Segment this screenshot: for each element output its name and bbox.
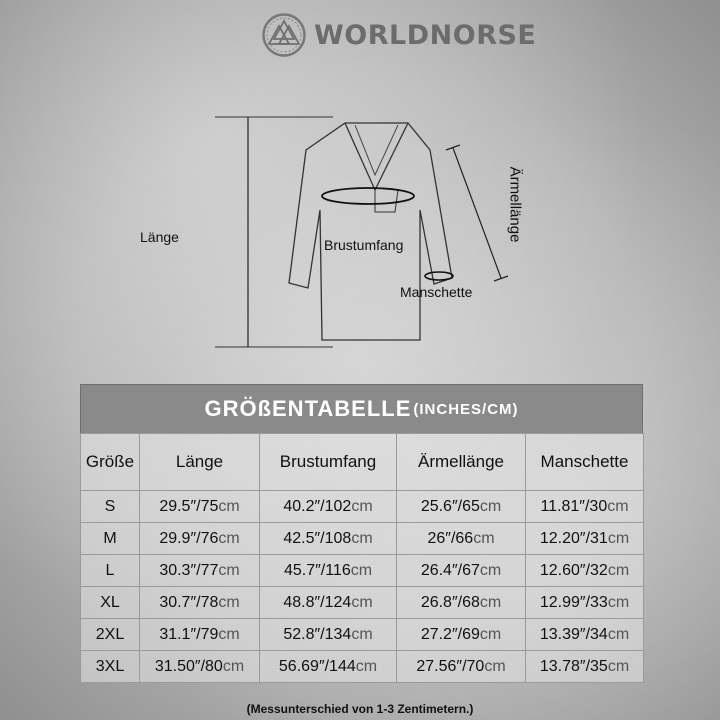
- cell-unit: cm: [607, 625, 630, 643]
- cell-unit: cm: [479, 593, 502, 611]
- cell-unit: cm: [607, 561, 630, 579]
- measure-cell: [526, 619, 644, 651]
- table-row: [81, 555, 644, 587]
- header-sleeve: Ärmellänge: [397, 434, 526, 491]
- table-row: [81, 651, 644, 683]
- header-length: Länge: [140, 434, 260, 491]
- cell-value: L: [105, 561, 115, 579]
- measure-cell: [140, 587, 260, 619]
- size-chart: [80, 384, 643, 683]
- cell-value: 2XL: [95, 625, 125, 643]
- cell-value: 26.8″/68: [420, 593, 480, 611]
- table-row: [81, 491, 644, 523]
- cell-unit: cm: [473, 529, 495, 547]
- cell-value: 27.56″/70: [416, 657, 485, 675]
- cell-unit: cm: [479, 561, 502, 579]
- cell-unit: cm: [218, 625, 240, 643]
- measure-cell: [140, 651, 260, 683]
- cell-value: 13.39″/34: [539, 625, 608, 643]
- measure-cell: [397, 491, 526, 523]
- cell-unit: cm: [607, 593, 630, 611]
- cell-value: 29.5″/75: [159, 497, 219, 515]
- cell-value: 3XL: [95, 657, 125, 675]
- cell-unit: cm: [218, 593, 240, 611]
- cell-unit: cm: [350, 561, 373, 579]
- cell-value: 11.81″/30: [540, 497, 608, 515]
- brand-name: WORLDNORSE: [314, 19, 537, 51]
- measurement-footnote: (Messunterschied von 1-3 Zentimetern.): [246, 702, 474, 716]
- cell-value: 31.50″/80: [154, 657, 223, 675]
- measure-cell: [397, 523, 526, 555]
- cell-value: M: [103, 529, 117, 547]
- measure-cell: [526, 587, 644, 619]
- cell-unit: cm: [479, 497, 502, 515]
- cell-unit: cm: [218, 529, 240, 547]
- cell-value: 26″/66: [427, 529, 474, 547]
- measure-cell: [526, 651, 644, 683]
- table-row: [81, 523, 644, 555]
- cell-unit: cm: [222, 657, 245, 675]
- size-cell: [81, 619, 140, 651]
- cell-value: XL: [100, 593, 120, 611]
- cell-value: 45.7″/116: [283, 561, 351, 579]
- cell-value: 31.1″/79: [159, 625, 219, 643]
- header-size: Größe: [81, 434, 140, 491]
- cell-unit: cm: [484, 657, 506, 675]
- cell-unit: cm: [351, 625, 373, 643]
- length-label: Länge: [140, 229, 179, 245]
- measure-cell: [526, 555, 644, 587]
- cell-unit: cm: [355, 657, 378, 675]
- cuff-label: Manschette: [400, 284, 473, 300]
- size-cell: [81, 523, 140, 555]
- cell-value: 27.2″/69: [420, 625, 480, 643]
- size-chart-title-text: GRÖßENTABELLE: [204, 396, 412, 421]
- cell-value: 56.69″/144: [278, 657, 356, 675]
- measure-cell: [397, 555, 526, 587]
- cell-unit: cm: [607, 657, 630, 675]
- cell-unit: cm: [218, 561, 240, 579]
- cell-value: 13.78″/35: [539, 657, 608, 675]
- table-row: [81, 587, 644, 619]
- size-cell: [81, 555, 140, 587]
- cell-value: 48.8″/124: [283, 593, 352, 611]
- header-chest: Brustumfang: [260, 434, 397, 491]
- cell-value: 52.8″/134: [283, 625, 352, 643]
- cell-value: 30.3″/77: [159, 561, 219, 579]
- measure-cell: [260, 651, 397, 683]
- measure-cell: [526, 523, 644, 555]
- cell-unit: cm: [218, 497, 240, 515]
- size-chart-title-units: (INCHES/CM): [413, 400, 519, 418]
- cell-value: 25.6″/65: [420, 497, 480, 515]
- measure-cell: [260, 555, 397, 587]
- measure-cell: [526, 491, 644, 523]
- cell-value: 29.9″/76: [159, 529, 219, 547]
- table-row: [81, 619, 644, 651]
- header-cuff: Manschette: [526, 434, 644, 491]
- measure-cell: [140, 523, 260, 555]
- cell-value: 26.4″/67: [420, 561, 480, 579]
- size-table-header-row: [81, 434, 644, 491]
- cell-value: 12.60″/32: [539, 561, 608, 579]
- sleeve-label: Ärmellänge: [506, 166, 524, 243]
- cell-value: 42.5″/108: [283, 529, 352, 547]
- measure-cell: [260, 619, 397, 651]
- measure-cell: [260, 587, 397, 619]
- cell-value: 12.99″/33: [539, 593, 608, 611]
- cell-unit: cm: [351, 593, 373, 611]
- measure-cell: [260, 491, 397, 523]
- measure-cell: [260, 523, 397, 555]
- cell-unit: cm: [351, 529, 373, 547]
- measure-cell: [140, 491, 260, 523]
- size-chart-title: [80, 384, 643, 433]
- chest-label: Brustumfang: [324, 237, 404, 253]
- cell-value: 30.7″/78: [159, 593, 219, 611]
- measure-cell: [397, 619, 526, 651]
- cell-unit: cm: [607, 497, 629, 515]
- size-cell: [81, 491, 140, 523]
- size-table: [80, 433, 644, 683]
- cell-value: 12.20″/31: [539, 529, 608, 547]
- cell-unit: cm: [479, 625, 502, 643]
- size-cell: [81, 587, 140, 619]
- measure-cell: [397, 587, 526, 619]
- measure-cell: [140, 619, 260, 651]
- cell-value: 40.2″/102: [283, 497, 352, 515]
- cell-unit: cm: [351, 497, 373, 515]
- measure-cell: [140, 555, 260, 587]
- size-cell: [81, 651, 140, 683]
- cell-unit: cm: [607, 529, 630, 547]
- cell-value: S: [104, 497, 116, 515]
- measure-cell: [397, 651, 526, 683]
